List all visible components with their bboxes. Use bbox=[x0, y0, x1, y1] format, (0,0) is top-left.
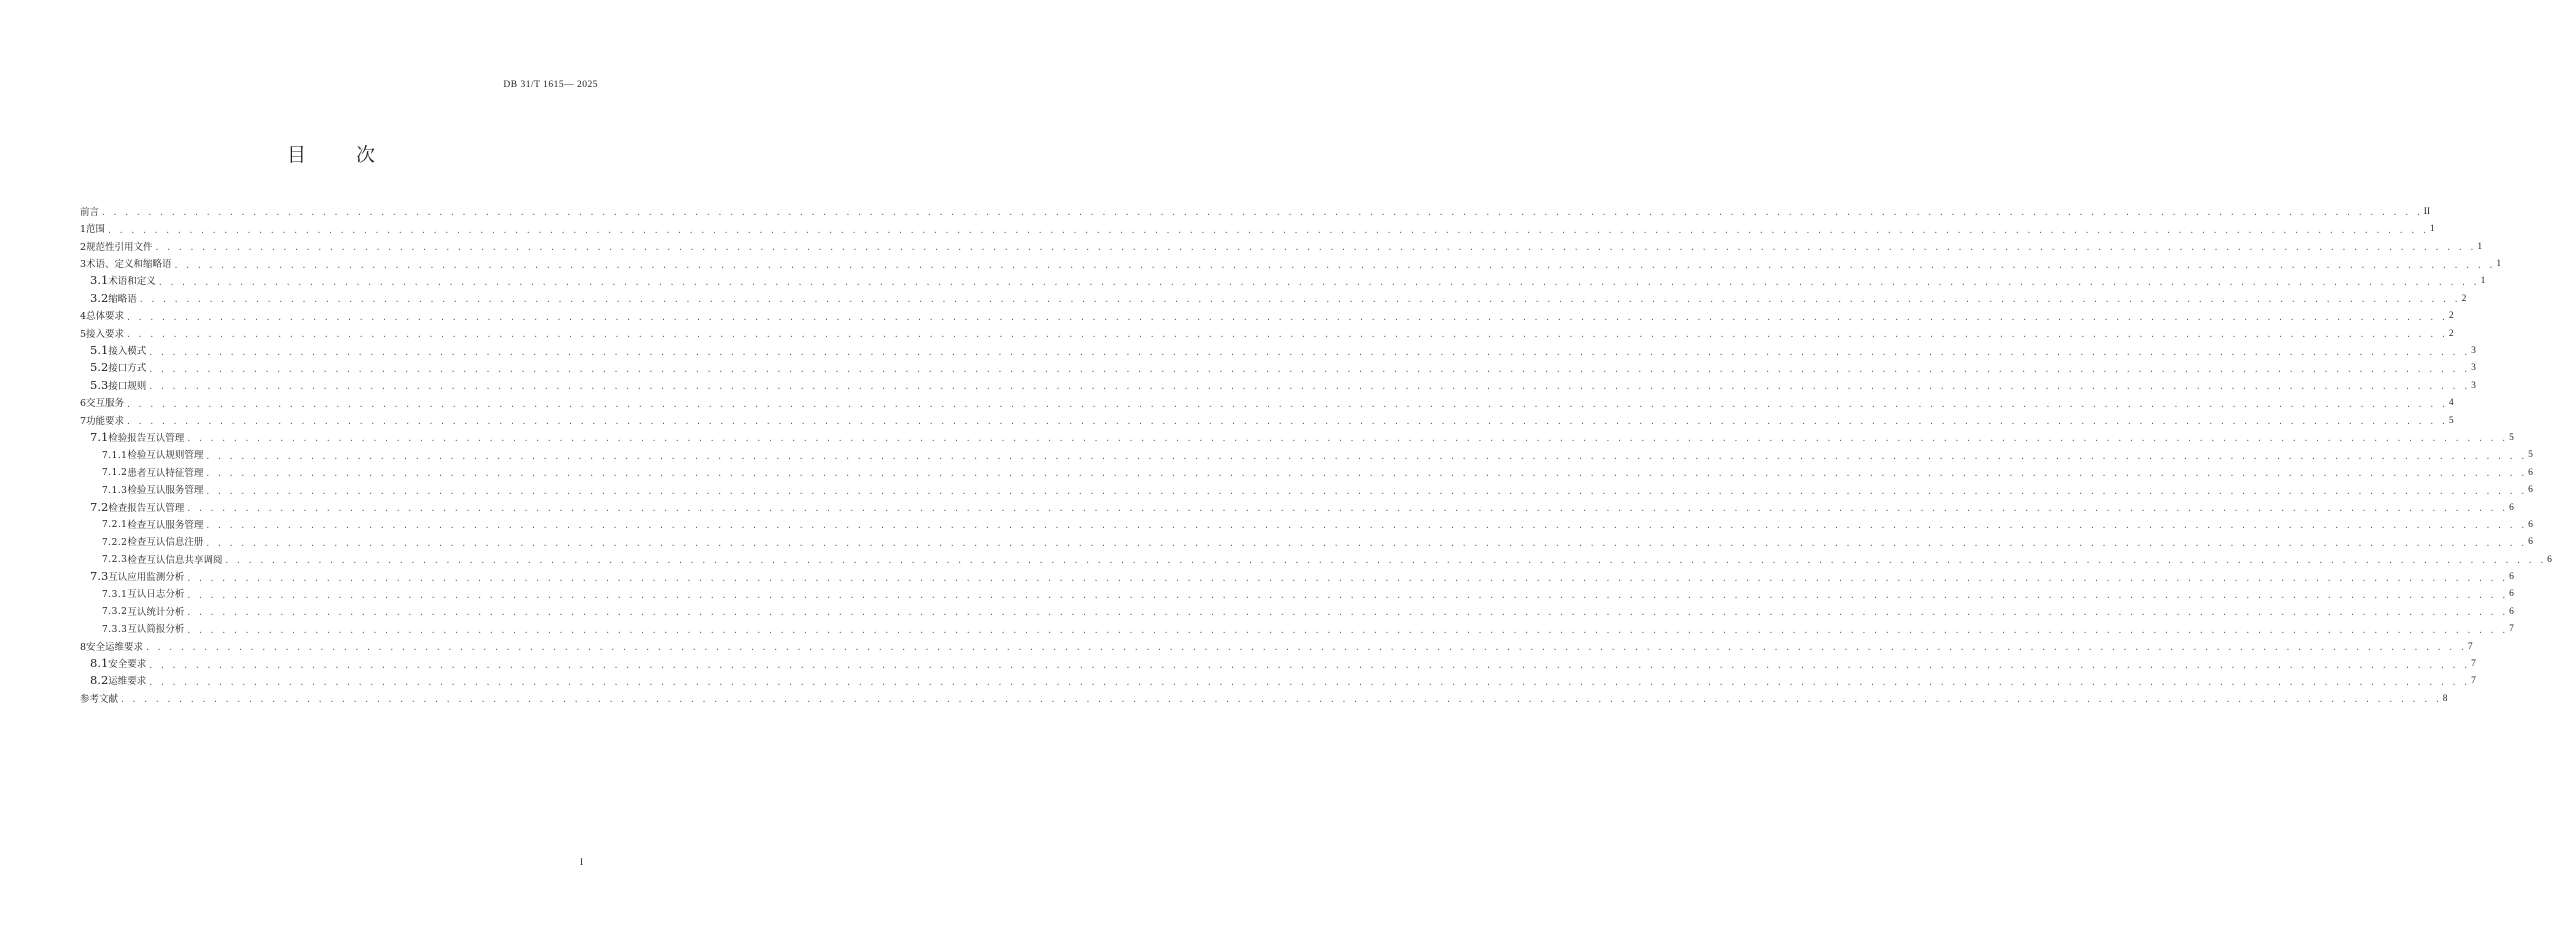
toc-entry-label: 检验互认服务管理 bbox=[127, 485, 204, 497]
toc-entry-label: 患者互认特征管理 bbox=[127, 467, 204, 479]
toc-entry-number: 8.2 bbox=[90, 673, 109, 688]
toc-entry-number: 3.2 bbox=[90, 290, 109, 305]
toc-dot-leader: . . . . . . . . . . . . . . . . . . . . . . . . . . . . . . . . . . . . . . . . . . . . . . . . . . . . . . . . . . . . . . . . . . . . . . . . . . . . . . . . . . . . . . . . . . . . . . . . . . . . . . . . . . . . . . . . . . . . . . . . . . . . . . . . . . . . . . . . . . . . . . . . . . . . . . . . . . . . . . . . . . . . . . . . . . . . . . . . . . . . . . . . . . . . . . . . . . . . . . . . bbox=[145, 643, 2466, 653]
toc-dot-leader: . . . . . . . . . . . . . . . . . . . . . . . . . . . . . . . . . . . . . . . . . . . . . . . . . . . . . . . . . . . . . . . . . . . . . . . . . . . . . . . . . . . . . . . . . . . . . . . . . . . . . . . . . . . . . . . . . . . . . . . . . . . . . . . . . . . . . . . . . . . . . . . . . . . . . . . . . . . . . . . . . . . . . . . . . . . . . . . . . . . . . . . . . . . . . . . . . . . . . . . . bbox=[205, 486, 2527, 496]
toc-entry-label: 安全运维要求 bbox=[86, 641, 144, 653]
toc-entry[interactable] bbox=[80, 200, 2431, 218]
toc-entry-page: 7 bbox=[2509, 624, 2514, 635]
toc-entry[interactable] bbox=[80, 583, 2514, 601]
toc-entry-page: 5 bbox=[2448, 415, 2454, 426]
toc-entry-label: 接入要求 bbox=[86, 328, 125, 340]
toc-entry[interactable] bbox=[80, 391, 2454, 410]
toc-dot-leader: . . . . . . . . . . . . . . . . . . . . . . . . . . . . . . . . . . . . . . . . . . . . . . . . . . . . . . . . . . . . . . . . . . . . . . . . . . . . . . . . . . . . . . . . . . . . . . . . . . . . . . . . . . . . . . . . . . . . . . . . . . . . . . . . . . . . . . . . . . . . . . . . . . . . . . . . . . . . . . . . . . . . . . . . . . . . . . . . . . . . . . . . . . . . . . . . . . . . . . . . bbox=[148, 677, 2470, 687]
toc-dot-leader: . . . . . . . . . . . . . . . . . . . . . . . . . . . . . . . . . . . . . . . . . . . . . . . . . . . . . . . . . . . . . . . . . . . . . . . . . . . . . . . . . . . . . . . . . . . . . . . . . . . . . . . . . . . . . . . . . . . . . . . . . . . . . . . . . . . . . . . . . . . . . . . . . . . . . . . . . . . . . . . . . . . . . . . . . . . . . . . . . . . . . . . . . . . . . . . . . . . . . . . . bbox=[126, 330, 2447, 340]
toc-entry-page: 6 bbox=[2547, 554, 2552, 565]
toc-entry-page: 3 bbox=[2471, 380, 2476, 391]
toc-dot-leader: . . . . . . . . . . . . . . . . . . . . . . . . . . . . . . . . . . . . . . . . . . . . . . . . . . . . . . . . . . . . . . . . . . . . . . . . . . . . . . . . . . . . . . . . . . . . . . . . . . . . . . . . . . . . . . . . . . . . . . . . . . . . . . . . . . . . . . . . . . . . . . . . . . . . . . . . . . . . . . . . . . . . . . . . . . . . . . . . . . . . . . . . . . . . . . . . . . . . . . . . bbox=[205, 469, 2527, 479]
toc-entry-page: 1 bbox=[2480, 276, 2486, 287]
toc-entry[interactable] bbox=[80, 443, 2533, 462]
toc-entry-number: 5.3 bbox=[90, 377, 109, 392]
toc-entry-page: 7 bbox=[2467, 641, 2473, 652]
title-char-2: 次 bbox=[356, 144, 376, 166]
toc-entry-label: 检验报告互认管理 bbox=[108, 432, 185, 444]
page-title bbox=[0, 140, 662, 167]
toc-entry-number: 3.1 bbox=[90, 273, 109, 288]
toc-entry[interactable] bbox=[80, 635, 2473, 653]
toc-entry[interactable] bbox=[80, 478, 2533, 497]
toc-dot-leader: . . . . . . . . . . . . . . . . . . . . . . . . . . . . . . . . . . . . . . . . . . . . . . . . . . . . . . . . . . . . . . . . . . . . . . . . . . . . . . . . . . . . . . . . . . . . . . . . . . . . . . . . . . . . . . . . . . . . . . . . . . . . . . . . . . . . . . . . . . . . . . . . . . . . . . . . . . . . . . . . . . . . . . . . . . . . . . . . . . . . . . . . . . . . . . . . . . . . . . . . bbox=[107, 225, 2428, 235]
toc-entry-number: 3 bbox=[80, 259, 87, 271]
toc-entry-label: 检查报告互认管理 bbox=[108, 502, 185, 514]
toc-entry-label: 互认简报分析 bbox=[127, 624, 185, 636]
toc-entry-page: 2 bbox=[2448, 311, 2454, 322]
toc-entry-number: 5 bbox=[80, 328, 87, 340]
toc-entry[interactable] bbox=[80, 270, 2486, 288]
toc-dot-leader: . . . . . . . . . . . . . . . . . . . . . . . . . . . . . . . . . . . . . . . . . . . . . . . . . . . . . . . . . . . . . . . . . . . . . . . . . . . . . . . . . . . . . . . . . . . . . . . . . . . . . . . . . . . . . . . . . . . . . . . . . . . . . . . . . . . . . . . . . . . . . . . . . . . . . . . . . . . . . . . . . . . . . . . . . . . . . . . . . . . . . . . . . . . . . . . . . . . . . . . . bbox=[205, 451, 2527, 461]
toc-entry[interactable] bbox=[80, 652, 2476, 671]
toc-entry-number: 2 bbox=[80, 241, 87, 253]
toc-entry-number: 7.1.3 bbox=[102, 485, 128, 496]
toc-entry[interactable] bbox=[80, 357, 2476, 375]
toc-entry-number: 7.2.3 bbox=[102, 555, 128, 566]
toc-entry[interactable] bbox=[80, 235, 2483, 253]
toc-entry-page: 2 bbox=[2448, 328, 2454, 339]
toc-entry-number: 7.3.3 bbox=[102, 624, 128, 635]
toc-entry-page: 1 bbox=[2429, 224, 2435, 235]
toc-dot-leader: . . . . . . . . . . . . . . . . . . . . . . . . . . . . . . . . . . . . . . . . . . . . . . . . . . . . . . . . . . . . . . . . . . . . . . . . . . . . . . . . . . . . . . . . . . . . . . . . . . . . . . . . . . . . . . . . . . . . . . . . . . . . . . . . . . . . . . . . . . . . . . . . . . . . . . . . . . . . . . . . . . . . . . . . . . . . . . . . . . . . . . . . . . . . . . . . . . . . . . . . bbox=[148, 347, 2470, 357]
toc-entry-label: 互认应用监测分析 bbox=[108, 572, 185, 584]
toc-entry[interactable] bbox=[80, 600, 2514, 618]
toc-entry-label: 术语和定义 bbox=[108, 276, 156, 288]
toc-entry-label: 前言 bbox=[80, 206, 100, 218]
toc-dot-leader: . . . . . . . . . . . . . . . . . . . . . . . . . . . . . . . . . . . . . . . . . . . . . . . . . . . . . . . . . . . . . . . . . . . . . . . . . . . . . . . . . . . . . . . . . . . . . . . . . . . . . . . . . . . . . . . . . . . . . . . . . . . . . . . . . . . . . . . . . . . . . . . . . . . . . . . . . . . . . . . . . . . . . . . . . . . . . . . . . . . . . . . . . . . . . . . . . . . . . . . . bbox=[186, 590, 2508, 600]
toc-entry-label: 术语、定义和缩略语 bbox=[86, 259, 172, 271]
toc-entry-label: 接口规则 bbox=[108, 380, 147, 392]
toc-entry-label: 检查互认信息注册 bbox=[127, 537, 204, 549]
toc-dot-leader: . . . . . . . . . . . . . . . . . . . . . . . . . . . . . . . . . . . . . . . . . . . . . . . . . . . . . . . . . . . . . . . . . . . . . . . . . . . . . . . . . . . . . . . . . . . . . . . . . . . . . . . . . . . . . . . . . . . . . . . . . . . . . . . . . . . . . . . . . . . . . . . . . . . . . . . . . . . . . . . . . . . . . . . . . . . . . . . . . . . . . . . . . . . . . . . . . . . . . . . . bbox=[120, 695, 2441, 705]
toc-entry-label: 功能要求 bbox=[86, 415, 125, 427]
toc-entry-page: 2 bbox=[2461, 293, 2467, 304]
toc-dot-leader: . . . . . . . . . . . . . . . . . . . . . . . . . . . . . . . . . . . . . . . . . . . . . . . . . . . . . . . . . . . . . . . . . . . . . . . . . . . . . . . . . . . . . . . . . . . . . . . . . . . . . . . . . . . . . . . . . . . . . . . . . . . . . . . . . . . . . . . . . . . . . . . . . . . . . . . . . . . . . . . . . . . . . . . . . . . . . . . . . . . . . . . . . . . . . . . . . . . . . . . . bbox=[126, 417, 2447, 427]
toc-entry-page: 6 bbox=[2528, 485, 2533, 496]
toc-entry[interactable] bbox=[80, 670, 2476, 688]
toc-entry-number: 5.1 bbox=[90, 343, 109, 358]
toc-entry-page: 7 bbox=[2471, 676, 2476, 687]
toc-entry[interactable] bbox=[80, 617, 2514, 636]
toc-dot-leader: . . . . . . . . . . . . . . . . . . . . . . . . . . . . . . . . . . . . . . . . . . . . . . . . . . . . . . . . . . . . . . . . . . . . . . . . . . . . . . . . . . . . . . . . . . . . . . . . . . . . . . . . . . . . . . . . . . . . . . . . . . . . . . . . . . . . . . . . . . . . . . . . . . . . . . . . . . . . . . . . . . . . . . . . . . . . . . . . . . . . . . . . . . . . . . . . . . . . . . . . bbox=[148, 382, 2470, 392]
toc-dot-leader: . . . . . . . . . . . . . . . . . . . . . . . . . . . . . . . . . . . . . . . . . . . . . . . . . . . . . . . . . . . . . . . . . . . . . . . . . . . . . . . . . . . . . . . . . . . . . . . . . . . . . . . . . . . . . . . . . . . . . . . . . . . . . . . . . . . . . . . . . . . . . . . . . . . . . . . . . . . . . . . . . . . . . . . . . . . . . . . . . . . . . . . . . . . . . . . . . . . . . . . . bbox=[157, 277, 2479, 287]
toc-entry-label: 接口方式 bbox=[108, 363, 147, 375]
toc-entry-label: 规范性引用文件 bbox=[86, 241, 153, 253]
toc-entry-page: 3 bbox=[2471, 346, 2476, 357]
toc-entry-number: 8.1 bbox=[90, 656, 109, 671]
standard-code: DB 31/T 1615— 2025 bbox=[503, 80, 598, 90]
toc-dot-leader: . . . . . . . . . . . . . . . . . . . . . . . . . . . . . . . . . . . . . . . . . . . . . . . . . . . . . . . . . . . . . . . . . . . . . . . . . . . . . . . . . . . . . . . . . . . . . . . . . . . . . . . . . . . . . . . . . . . . . . . . . . . . . . . . . . . . . . . . . . . . . . . . . . . . . . . . . . . . . . . . . . . . . . . . . . . . . . . . . . . . . . . . . . . . . . . . . . . . . . . . bbox=[205, 538, 2527, 548]
toc-entry-page: 6 bbox=[2509, 606, 2514, 617]
toc-entry[interactable] bbox=[80, 252, 2502, 271]
toc-entry-number: 7.1 bbox=[90, 429, 109, 444]
toc-entry-number: 7.2.1 bbox=[102, 520, 128, 531]
toc-dot-leader: . . . . . . . . . . . . . . . . . . . . . . . . . . . . . . . . . . . . . . . . . . . . . . . . . . . . . . . . . . . . . . . . . . . . . . . . . . . . . . . . . . . . . . . . . . . . . . . . . . . . . . . . . . . . . . . . . . . . . . . . . . . . . . . . . . . . . . . . . . . . . . . . . . . . . . . . . . . . . . . . . . . . . . . . . . . . . . . . . . . . . . . . . . . . . . . . . . . . . . . . bbox=[148, 364, 2470, 374]
toc-dot-leader: . . . . . . . . . . . . . . . . . . . . . . . . . . . . . . . . . . . . . . . . . . . . . . . . . . . . . . . . . . . . . . . . . . . . . . . . . . . . . . . . . . . . . . . . . . . . . . . . . . . . . . . . . . . . . . . . . . . . . . . . . . . . . . . . . . . . . . . . . . . . . . . . . . . . . . . . . . . . . . . . . . . . . . . . . . . . . . . . . . . . . . . . . . . . . . . . . . . . . . . . bbox=[186, 573, 2508, 583]
page-number: I bbox=[580, 858, 584, 868]
toc-entry-page: 6 bbox=[2528, 519, 2533, 530]
toc-entry-number: 4 bbox=[80, 311, 87, 323]
toc-entry-number: 6 bbox=[80, 398, 87, 410]
toc-entry[interactable] bbox=[80, 461, 2533, 479]
toc-dot-leader: . . . . . . . . . . . . . . . . . . . . . . . . . . . . . . . . . . . . . . . . . . . . . . . . . . . . . . . . . . . . . . . . . . . . . . . . . . . . . . . . . . . . . . . . . . . . . . . . . . . . . . . . . . . . . . . . . . . . . . . . . . . . . . . . . . . . . . . . . . . . . . . . . . . . . . . . . . . . . . . . . . . . . . . . . . . . . . . . . . . . . . . . . . . . . . . . . . . . . . . . bbox=[224, 556, 2546, 566]
toc-dot-leader: . . . . . . . . . . . . . . . . . . . . . . . . . . . . . . . . . . . . . . . . . . . . . . . . . . . . . . . . . . . . . . . . . . . . . . . . . . . . . . . . . . . . . . . . . . . . . . . . . . . . . . . . . . . . . . . . . . . . . . . . . . . . . . . . . . . . . . . . . . . . . . . . . . . . . . . . . . . . . . . . . . . . . . . . . . . . . . . . . . . . . . . . . . . . . . . . . . . . . . . . bbox=[138, 295, 2460, 305]
toc-entry-page: 5 bbox=[2528, 450, 2533, 461]
toc-entry-number: 7.2 bbox=[90, 499, 109, 514]
toc-entry[interactable] bbox=[80, 687, 2448, 705]
toc-entry-number: 7 bbox=[80, 415, 87, 427]
toc-entry[interactable] bbox=[80, 339, 2476, 358]
toc-entry-page: 6 bbox=[2509, 589, 2514, 600]
toc-entry-label: 安全要求 bbox=[108, 659, 147, 671]
toc-dot-leader: . . . . . . . . . . . . . . . . . . . . . . . . . . . . . . . . . . . . . . . . . . . . . . . . . . . . . . . . . . . . . . . . . . . . . . . . . . . . . . . . . . . . . . . . . . . . . . . . . . . . . . . . . . . . . . . . . . . . . . . . . . . . . . . . . . . . . . . . . . . . . . . . . . . . . . . . . . . . . . . . . . . . . . . . . . . . . . . . . . . . . . . . . . . . . . . . . . . . . . . . bbox=[186, 625, 2508, 635]
toc-dot-leader: . . . . . . . . . . . . . . . . . . . . . . . . . . . . . . . . . . . . . . . . . . . . . . . . . . . . . . . . . . . . . . . . . . . . . . . . . . . . . . . . . . . . . . . . . . . . . . . . . . . . . . . . . . . . . . . . . . . . . . . . . . . . . . . . . . . . . . . . . . . . . . . . . . . . . . . . . . . . . . . . . . . . . . . . . . . . . . . . . . . . . . . . . . . . . . . . . . . . . . . . bbox=[154, 243, 2476, 253]
toc-entry-number: 7.1.2 bbox=[102, 468, 128, 479]
toc-entry-number: 5.2 bbox=[90, 360, 109, 375]
toc-entry[interactable] bbox=[80, 496, 2514, 514]
toc-entry-label: 互认统计分析 bbox=[127, 606, 185, 618]
toc-entry-label: 交互服务 bbox=[86, 398, 125, 410]
toc-entry-label: 互认日志分析 bbox=[127, 589, 185, 601]
toc-entry-page: II bbox=[2423, 206, 2431, 217]
toc-entry[interactable] bbox=[80, 409, 2454, 427]
toc-entry-label: 检查互认信息共享调阅 bbox=[127, 554, 223, 566]
toc-entry-number: 7.3.1 bbox=[102, 589, 128, 600]
toc-entry-label: 运维要求 bbox=[108, 676, 147, 688]
toc-dot-leader: . . . . . . . . . . . . . . . . . . . . . . . . . . . . . . . . . . . . . . . . . . . . . . . . . . . . . . . . . . . . . . . . . . . . . . . . . . . . . . . . . . . . . . . . . . . . . . . . . . . . . . . . . . . . . . . . . . . . . . . . . . . . . . . . . . . . . . . . . . . . . . . . . . . . . . . . . . . . . . . . . . . . . . . . . . . . . . . . . . . . . . . . . . . . . . . . . . . . . . . . bbox=[186, 434, 2508, 444]
toc-entry-number: 7.3 bbox=[90, 569, 109, 584]
toc-entry-label: 参考文献 bbox=[80, 693, 119, 705]
toc-entry-page: 6 bbox=[2528, 537, 2533, 548]
table-of-contents bbox=[80, 200, 2552, 705]
toc-entry[interactable] bbox=[80, 374, 2476, 392]
toc-entry-number: 8 bbox=[80, 641, 87, 653]
toc-entry-page: 6 bbox=[2509, 502, 2514, 513]
toc-entry[interactable] bbox=[80, 217, 2435, 236]
toc-entry-number: 7.1.1 bbox=[102, 450, 128, 461]
toc-dot-leader: . . . . . . . . . . . . . . . . . . . . . . . . . . . . . . . . . . . . . . . . . . . . . . . . . . . . . . . . . . . . . . . . . . . . . . . . . . . . . . . . . . . . . . . . . . . . . . . . . . . . . . . . . . . . . . . . . . . . . . . . . . . . . . . . . . . . . . . . . . . . . . . . . . . . . . . . . . . . . . . . . . . . . . . . . . . . . . . . . . . . . . . . . . . . . . . . . . . . . . . . bbox=[186, 504, 2508, 514]
toc-entry-page: 6 bbox=[2528, 467, 2533, 478]
toc-entry-page: 4 bbox=[2448, 398, 2454, 409]
toc-dot-leader: . . . . . . . . . . . . . . . . . . . . . . . . . . . . . . . . . . . . . . . . . . . . . . . . . . . . . . . . . . . . . . . . . . . . . . . . . . . . . . . . . . . . . . . . . . . . . . . . . . . . . . . . . . . . . . . . . . . . . . . . . . . . . . . . . . . . . . . . . . . . . . . . . . . . . . . . . . . . . . . . . . . . . . . . . . . . . . . . . . . . . . . . . . . . . . . . . . . . . . . . bbox=[173, 260, 2495, 270]
toc-entry-label: 总体要求 bbox=[86, 311, 125, 323]
toc-entry[interactable] bbox=[80, 565, 2514, 584]
toc-entry-page: 6 bbox=[2509, 572, 2514, 583]
toc-entry[interactable] bbox=[80, 426, 2514, 444]
toc-entry-page: 1 bbox=[2477, 241, 2483, 252]
toc-entry-label: 检验互认规则管理 bbox=[127, 450, 204, 462]
toc-entry-label: 缩略语 bbox=[108, 293, 137, 305]
toc-dot-leader: . . . . . . . . . . . . . . . . . . . . . . . . . . . . . . . . . . . . . . . . . . . . . . . . . . . . . . . . . . . . . . . . . . . . . . . . . . . . . . . . . . . . . . . . . . . . . . . . . . . . . . . . . . . . . . . . . . . . . . . . . . . . . . . . . . . . . . . . . . . . . . . . . . . . . . . . . . . . . . . . . . . . . . . . . . . . . . . . . . . . . . . . . . . . . . . . . . . . . . . . bbox=[186, 608, 2508, 618]
toc-dot-leader: . . . . . . . . . . . . . . . . . . . . . . . . . . . . . . . . . . . . . . . . . . . . . . . . . . . . . . . . . . . . . . . . . . . . . . . . . . . . . . . . . . . . . . . . . . . . . . . . . . . . . . . . . . . . . . . . . . . . . . . . . . . . . . . . . . . . . . . . . . . . . . . . . . . . . . . . . . . . . . . . . . . . . . . . . . . . . . . . . . . . . . . . . . . . . . . . . . . . . . . . bbox=[126, 399, 2447, 409]
toc-entry[interactable] bbox=[80, 548, 2552, 566]
toc-entry-page: 3 bbox=[2471, 363, 2476, 374]
toc-entry-number: 7.2.2 bbox=[102, 537, 128, 548]
toc-entry-number: 7.3.2 bbox=[102, 607, 128, 618]
toc-entry[interactable] bbox=[80, 287, 2467, 305]
toc-entry[interactable] bbox=[80, 530, 2533, 549]
toc-dot-leader: . . . . . . . . . . . . . . . . . . . . . . . . . . . . . . . . . . . . . . . . . . . . . . . . . . . . . . . . . . . . . . . . . . . . . . . . . . . . . . . . . . . . . . . . . . . . . . . . . . . . . . . . . . . . . . . . . . . . . . . . . . . . . . . . . . . . . . . . . . . . . . . . . . . . . . . . . . . . . . . . . . . . . . . . . . . . . . . . . . . . . . . . . . . . . . . . . . . . . . . . bbox=[126, 312, 2447, 322]
toc-entry-label: 范围 bbox=[86, 224, 106, 236]
toc-dot-leader: . . . . . . . . . . . . . . . . . . . . . . . . . . . . . . . . . . . . . . . . . . . . . . . . . . . . . . . . . . . . . . . . . . . . . . . . . . . . . . . . . . . . . . . . . . . . . . . . . . . . . . . . . . . . . . . . . . . . . . . . . . . . . . . . . . . . . . . . . . . . . . . . . . . . . . . . . . . . . . . . . . . . . . . . . . . . . . . . . . . . . . . . . . . . . . . . . . . . . . . . bbox=[148, 660, 2470, 670]
toc-entry[interactable] bbox=[80, 322, 2454, 340]
title-char-1: 目 bbox=[286, 144, 306, 166]
toc-entry-label: 接入模式 bbox=[108, 346, 147, 358]
toc-entry[interactable] bbox=[80, 304, 2454, 323]
toc-entry-page: 5 bbox=[2509, 432, 2514, 443]
toc-entry[interactable] bbox=[80, 513, 2533, 531]
toc-entry-page: 7 bbox=[2471, 659, 2476, 670]
toc-entry-label: 检查互认服务管理 bbox=[127, 519, 204, 531]
toc-dot-leader: . . . . . . . . . . . . . . . . . . . . . . . . . . . . . . . . . . . . . . . . . . . . . . . . . . . . . . . . . . . . . . . . . . . . . . . . . . . . . . . . . . . . . . . . . . . . . . . . . . . . . . . . . . . . . . . . . . . . . . . . . . . . . . . . . . . . . . . . . . . . . . . . . . . . . . . . . . . . . . . . . . . . . . . . . . . . . . . . . . . . . . . . . . . . . . . . . . . . . . . . bbox=[205, 521, 2527, 531]
toc-entry-page: 1 bbox=[2496, 259, 2502, 270]
toc-entry-number: 1 bbox=[80, 224, 87, 236]
toc-dot-leader: . . . . . . . . . . . . . . . . . . . . . . . . . . . . . . . . . . . . . . . . . . . . . . . . . . . . . . . . . . . . . . . . . . . . . . . . . . . . . . . . . . . . . . . . . . . . . . . . . . . . . . . . . . . . . . . . . . . . . . . . . . . . . . . . . . . . . . . . . . . . . . . . . . . . . . . . . . . . . . . . . . . . . . . . . . . . . . . . . . . . . . . . . . . . . . . . . . . . . . . . bbox=[101, 208, 2422, 218]
toc-entry-page: 8 bbox=[2442, 693, 2448, 704]
